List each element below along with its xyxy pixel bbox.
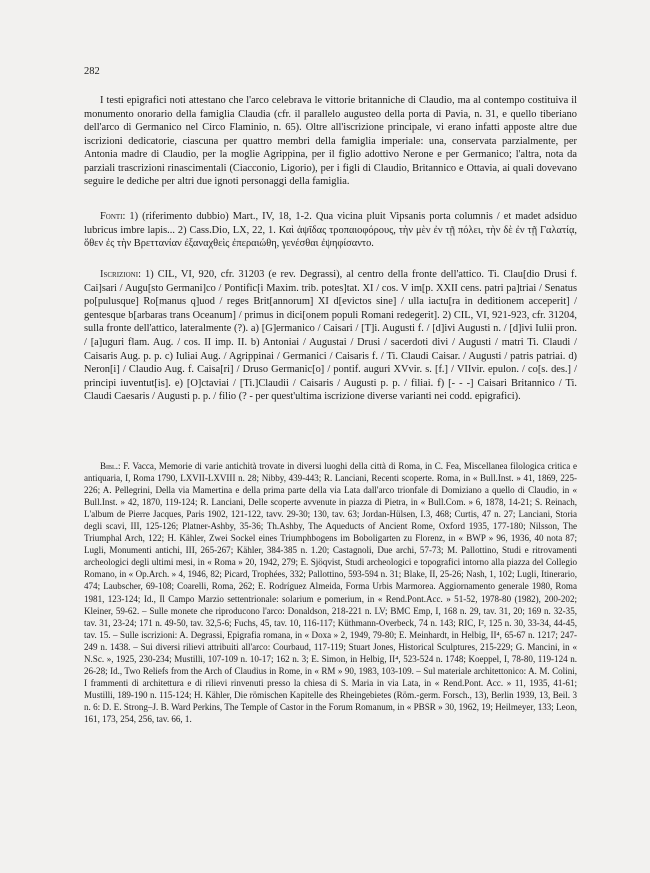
bibliography-label: Bibl.: xyxy=(100,461,121,471)
intro-paragraph: I testi epigrafici noti attestano che l'arco celebrava le vittorie britanniche di Claudio, ma al contempo costituiva il monumento onorario della famiglia Claudia (cfr. il parallelo augusteo della porta di Pavia, n. 31, e quello tiberiano dell'arco di Germanico nel Circo Flaminio, n. 65). Oltre all'iscrizione principale, vi erano infatti apposte altre due iscrizioni dedicatorie, ciascuna per quattro membri della famiglia imperiale: una, conservata parzialmente, per Antonia madre di Claudio, per la moglie Agrippina, per il figlio adottivo Nerone e per Germanico; l'altra, nota da parziali trascrizioni rinascimentali (Ciacconio, Ligorio), per i figli di Claudio, Britannico e Ottavia, ai quali dovevano seguire le dediche per altri due ignoti personaggi della famiglia. xyxy=(84,95,577,187)
page-number: 282 xyxy=(84,66,100,77)
fonti-label: Fonti: xyxy=(100,211,126,222)
bibliography-paragraph xyxy=(84,460,577,725)
fonti-paragraph xyxy=(84,210,577,251)
bibliography-text: F. Vacca, Memorie di varie antichità trovate in diversi luoghi della città di Roma, in C. Fea, Miscellanea filologica critica e antiquaria, I, Roma 1790, LXVII-LXVIII n. 28; Nibby, 439-443; R. Lanciani, Recenti scoperte. Roma, in « Bull.Inst. » 41, 1869, 225-226; A. Pellegrini, Della via Mamertina e della prima parte della via Lata dall'arco trionfale di Domiziano a quello di Claudio, in « Bull.Inst. » 42, 1870, 119-124; R. Lanciani, Delle scoperte avvenute in piazza di Pietra, in « Bull.Com. » 6, 1878, 14-21; S. Reinach, L'album de Pierre Jacques, Paris 1902, 121-122, tavv. 29-30; 130, tav. 63; Jordan-Hülsen, I.3, 468; Curtis, 47 n. 27; Lanciani, Storia degli scavi, III, 125-126; Platner-Ashby, 35-36; Th.Ashby, The Aqueducts of Ancient Rome, Oxford 1935, 177-180; Nilsson, The Triumphal Arch, 122; H. Kähler, Zwei Sockel eines Triumphbogens im Boboligarten zu Florenz, in « BWP » 96, 1936, 40 nota 87; Lugli, Monumenti antichi, III, 265-267; Kähler, 384-385 n. 1.20; Castagnoli, Due archi, 57-73; M. Pallottino, Studi e ritrovamenti archeologici degli ultimi mesi, in « Roma » 20, 1942, 279; E. Sjöqvist, Studi archeologici e topografici intorno alla piazza del Collegio Romano, in « Op.Arch. » 4, 1946, 82; Picard, Trophées, 332; Pallottino, 593-594 n. 31; Blake, II, 25-26; Nash, 1, 102; Lugli, Itinerario, 474; Laubscher, 69-108; Coarelli, Roma, 262; E. Rodríguez Almeida, Forma Urbis Marmorea. Aggiornamento generale 1980, Roma 1981, 123-124; Id., Il Campo Marzio settentrionale: solarium e pomerium, in « Rend.Pont.Acc. » 51-52, 1978-80 (1982), 200-202; Kleiner, 59-62. – Sulle monete che riproducono l'arco: Donaldson, 218-221 n. LV; BMC Emp, I, 168 n. 29, tav. 31, 20; 169 n. 32-35, tav. 31, 23-24; 171 n. 49-50, tav. 32,5-6; Fuchs, 45, tav. 10, 116-117; Küthmann-Overbeck, 74 n. 143; RIC, I², 125 n. 30, 33-34, 44-45, tav. 15. – Sulle iscrizioni: A. Degrassi, Epigrafia romana, in « Doxa » 2, 1949, 79-80; E. Meinhardt, in Helbig, II⁴, 65-67 n. 1217; 247-249 n. 1438. – Sui diversi rilievi attribuiti all'arco: Courbaud, 117-119; Stuart Jones, Historical Sculptures, 215-229; G. Mancini, in « N.Sc. », 1925, 230-234; Mustilli, 107-109 n. 10-17; 162 n. 3; E. Simon, in Helbig, II⁴, 523-524 n. 1748; Koeppel, I, 78-80, 119-124 n. 26-28; Id., Two Reliefs from the Arch of Claudius in Rome, in « RM » 90, 1983, 103-109. – Sul materiale architettonico: A. M. Colini, I frammenti di architettura e di rilievi rinvenuti presso la chiesa di S. Maria in via Lata, in « Rend.Pont. Acc. » 11, 1935, 41-61; Mustilli, 189-190 n. 115-124; H. Kähler, Die römischen Kapitelle des Rheingebietes (Röm.-germ. Forsch., 13), Berlin 1939, 13, Beil. 3 n. 6: D. E. Strong–J. B. Ward Perkins, The Temple of Castor in the Forum Romanum, in « PBSR » 30, 1962, 19; Heilmeyer, 133; Leon, 161, 173, 254, 256, tav. 66, 1. xyxy=(84,461,577,724)
iscrizioni-text: 1) CIL, VI, 920, cfr. 31203 (e rev. Degrassi), al centro della fronte dell'attico. Ti. Clau[dio Drusi f. Cai]sari / Augu[sto Germani]co / Pontific[i Maxim. trib. potes]tat. XI / cos. V im[p. XXII cens. patri pa]triai / Senatus po[pulusque] Ro[manus q]uod / reges Brit[annorum] XI d[evictos sine] / ulla iactu[ra in deditionem acceperit] / gentesque b[arbaras trans Oceanum] / primus in dici[onem populi Romani redegerit]. 2) CIL, VI, 921-923, cfr. 31204, sulla fronte dell'attico, lateralmente (?). a) [G]ermanico / Caisari / [T]i. Augusti f. / [d]ivi Augusti n. / [d]ivi Iulii pron. / [a]uguri flam. Aug. / cos. II imp. II. b) Antoniai / Augustai / Drusi / sacerdoti divi / Augusti / matri Ti. Claudi / Caisaris Aug. p. p. c) Iuliai Aug. / Agrippinai / Germanici / Caisaris f. / Ti. Claudi Caisar. / Augusti / patris patriai. d) Neron[i] / Claudio Aug. f. Caisa[ri] / Druso Germanic[o] / pontif. auguri XVvir. s. [f.] / VIIvir. epulon. / co[s. des.] / principi iuventut[is]. e) [O]ctaviai / [Ti.]Claudii / Caisaris / Augusti p. p. / filiai. f) [- - -] Caisari Britannico / Ti. Claudi Caesaris / Augusti p. p. / filio (? - per quest'ultima iscrizione diverse varianti nei codd. epigrafici). xyxy=(84,269,577,403)
iscrizioni-paragraph xyxy=(84,268,577,404)
iscrizioni-label: Iscrizioni: xyxy=(100,269,141,280)
fonti-text: 1) (riferimento dubbio) Mart., IV, 18, 1-2. Qua vicina pluit Vipsanis porta columnis / et madet adsiduo lubricus imbre lapis... 2) Cass.Dio, LX, 22, 1. Καὶ ἁψῖδας τροπαιοφόρους, τὴν μὲν ἐν τῇ πόλει, τὴν δὲ ἐν τῇ Γαλατίᾳ, ὅθεν ἐς τὴν Βρεττανίαν ἐξαναχθεὶς ἐπεραιώθη, γενέσθαι ἐψηφίσαντο. xyxy=(84,211,577,249)
